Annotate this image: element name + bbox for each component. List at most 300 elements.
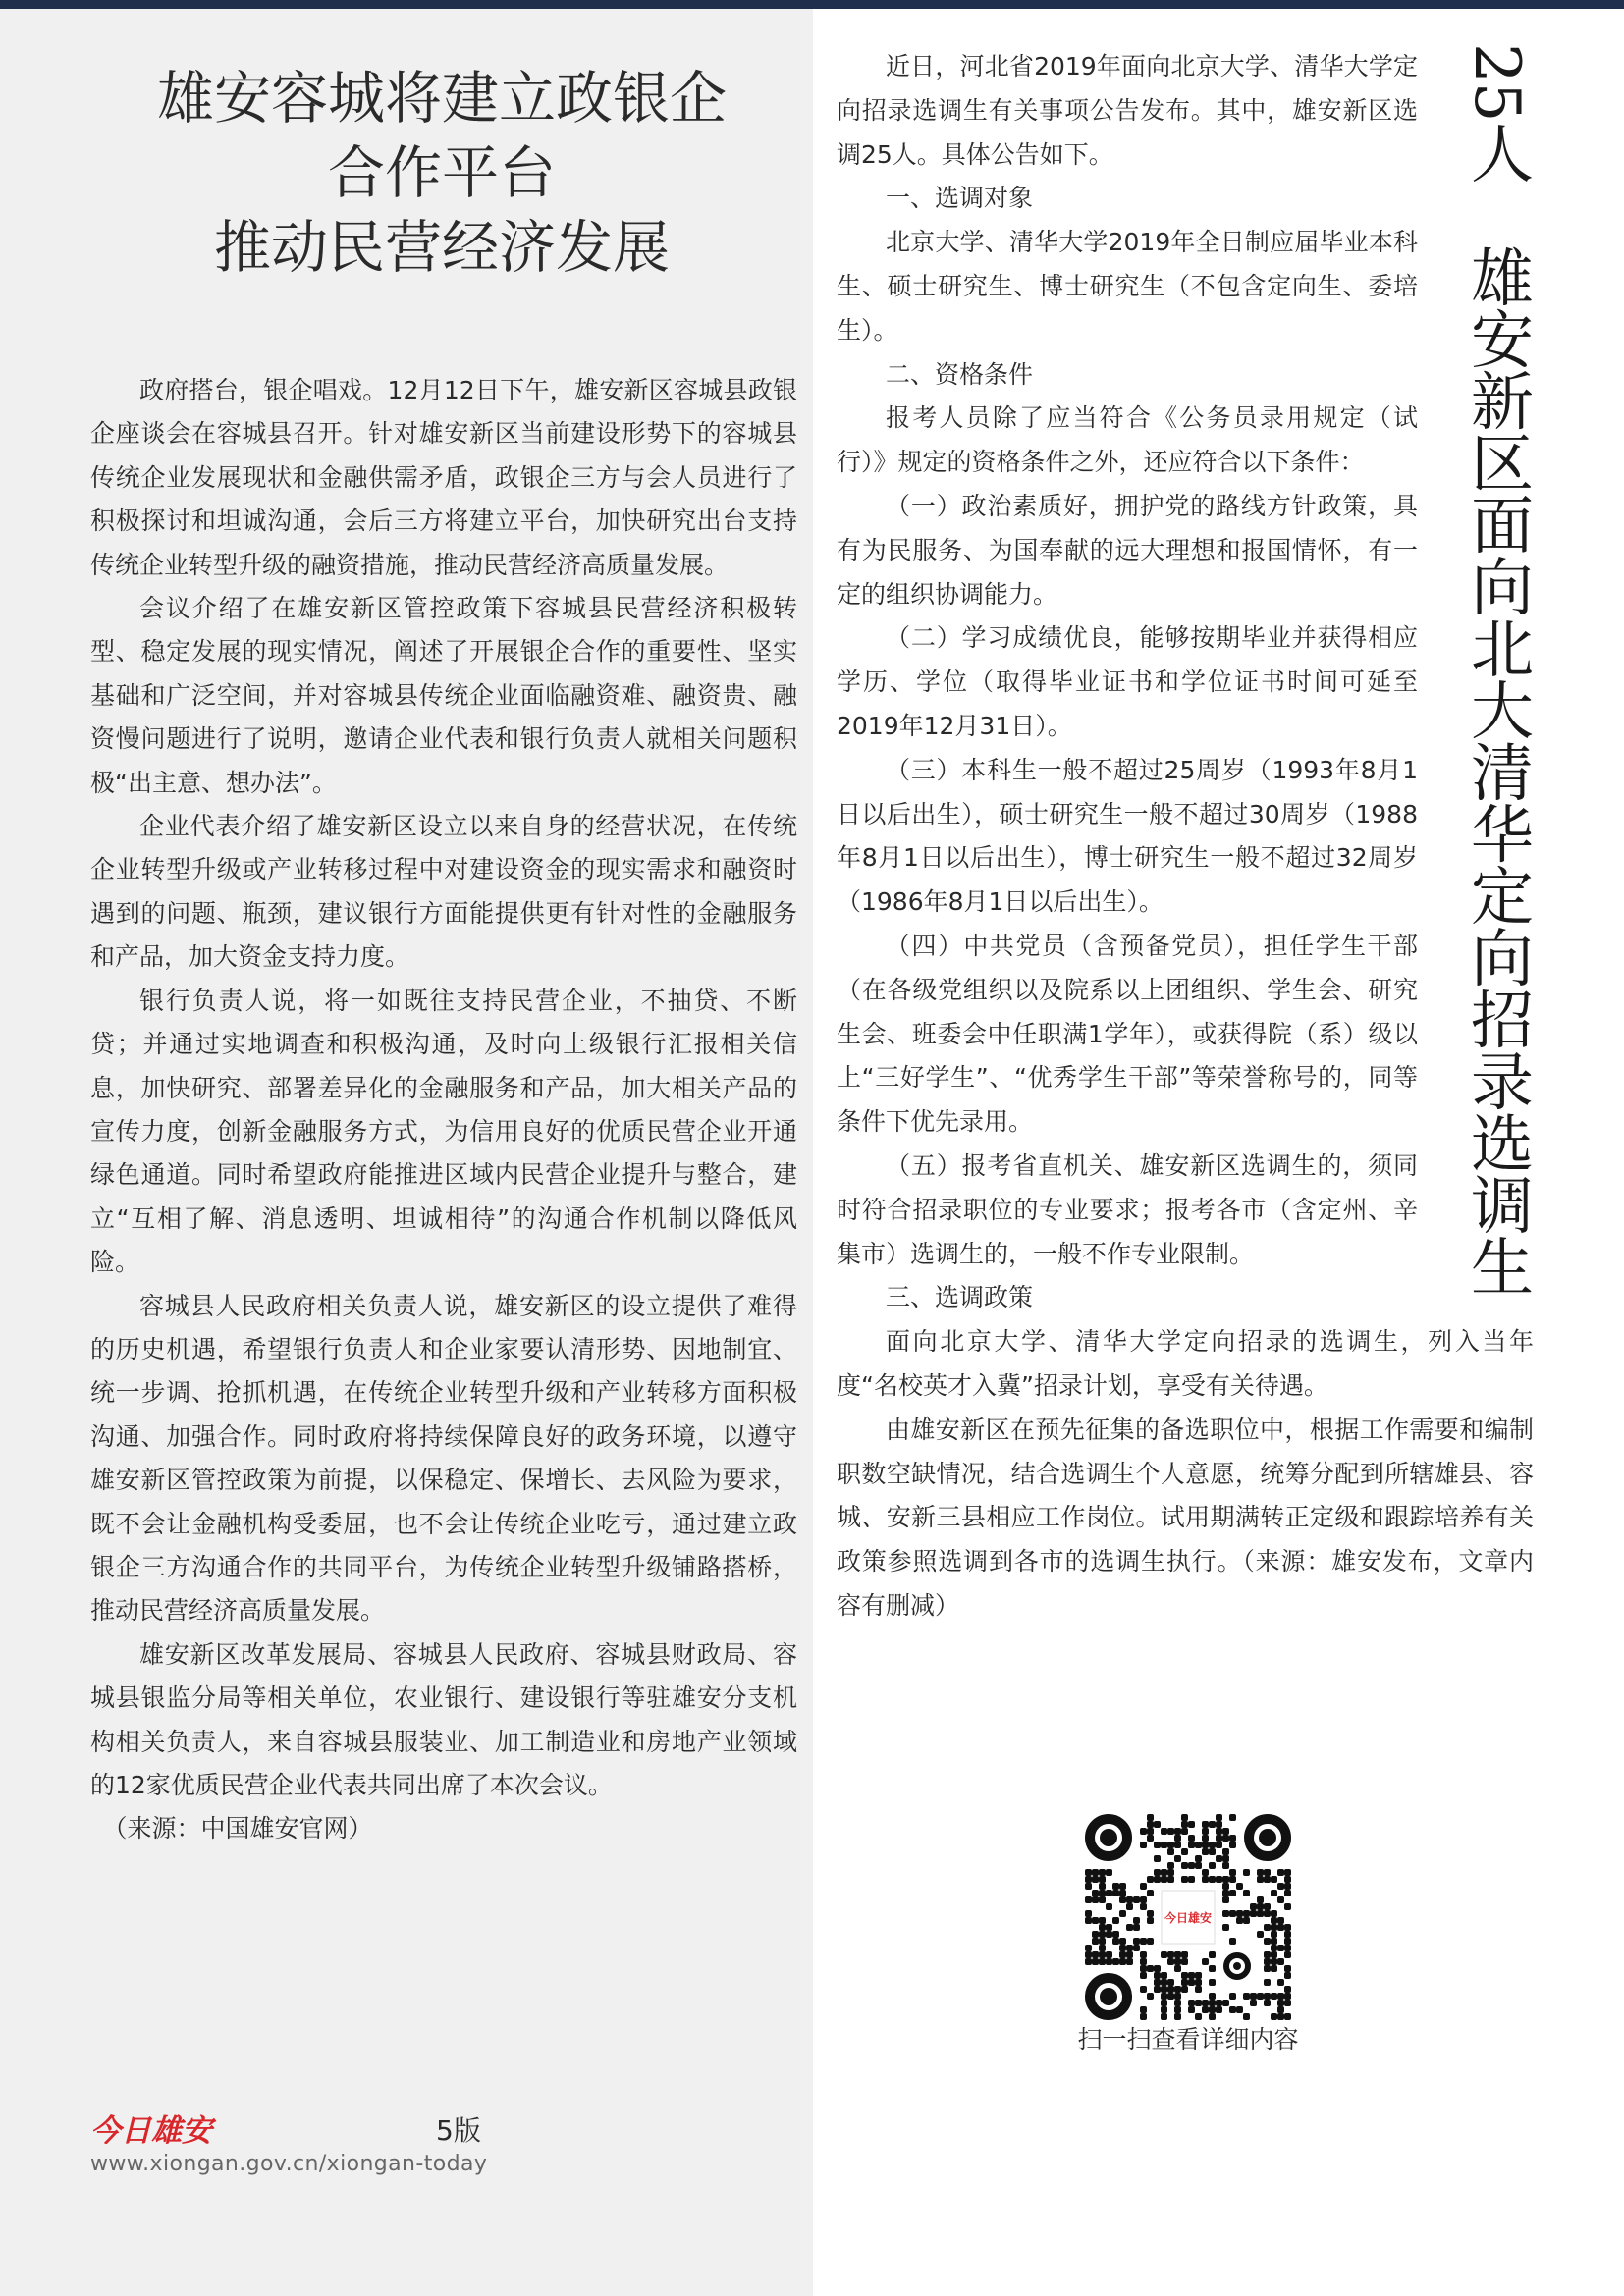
qr-module: [1202, 1828, 1209, 1835]
qr-module: [1277, 1979, 1284, 1986]
qr-module: [1284, 1903, 1291, 1910]
qr-module: [1277, 2000, 1284, 2006]
qr-module: [1229, 1835, 1236, 1842]
qr-module: [1092, 1869, 1099, 1876]
qr-module: [1229, 1890, 1236, 1896]
qr-module: [1236, 1917, 1243, 1924]
qr-module: [1167, 1979, 1174, 1986]
qr-module: [1243, 1890, 1250, 1896]
right-paragraph: 面向北京大学、清华大学定向招录的选调生，列入当年度“名校英才入冀”招录计划，享受有关待遇。: [837, 1327, 1534, 1400]
qr-module: [1277, 1993, 1284, 2000]
qr-module: [1112, 1890, 1119, 1896]
qr-module: [1092, 1951, 1099, 1958]
qr-module: [1119, 1958, 1126, 1965]
qr-module: [1140, 1903, 1147, 1910]
qr-module: [1154, 1821, 1161, 1828]
qr-module: [1181, 1828, 1188, 1835]
qr-module: [1140, 1896, 1147, 1903]
qr-module: [1209, 2000, 1216, 2006]
qr-module: [1195, 2000, 1202, 2006]
qr-module: [1119, 1883, 1126, 1890]
qr-module: [1154, 1979, 1161, 1986]
qr-module: [1167, 1951, 1174, 1958]
qr-module: [1181, 1876, 1188, 1883]
qr-module: [1174, 2006, 1181, 2013]
qr-module: [1119, 1890, 1126, 1896]
qr-module: [1147, 1876, 1154, 1883]
qr-module: [1257, 1896, 1264, 1903]
qr-module: [1264, 1910, 1271, 1917]
right-paragraph: （二）学习成绩优良，能够按期毕业并获得相应学历、学位（取得毕业证书和学位证书时间可延至2019年12月31日）。: [837, 623, 1418, 740]
qr-module: [1188, 1842, 1195, 1848]
qr-module: [1112, 1938, 1119, 1945]
qr-module: [1271, 1931, 1277, 1938]
qr-module: [1229, 1842, 1236, 1848]
left-title-line-2: 合作平台: [327, 139, 556, 206]
qr-module: [1085, 1869, 1092, 1876]
footer-url[interactable]: www.xiongan.gov.cn/xiongan-today: [90, 2152, 488, 2176]
qr-module: [1271, 1945, 1277, 1951]
qr-module: [1161, 1951, 1167, 1958]
qr-module: [1085, 1910, 1092, 1917]
qr-module: [1085, 1876, 1092, 1883]
qr-module: [1209, 1821, 1216, 1828]
qr-module: [1229, 1910, 1236, 1917]
qr-module: [1140, 1883, 1147, 1890]
qr-module: [1284, 2013, 1291, 2020]
qr-module: [1154, 1855, 1161, 1862]
qr-module: [1202, 2006, 1209, 2013]
qr-module: [1188, 1979, 1195, 1986]
qr-module: [1147, 1828, 1154, 1835]
qr-module: [1222, 1828, 1229, 1835]
qr-module: [1222, 1910, 1229, 1917]
qr-module: [1202, 1958, 1209, 1965]
qr-module: [1202, 1821, 1209, 1828]
qr-code[interactable]: [1085, 1814, 1291, 2020]
qr-module: [1140, 1951, 1147, 1958]
left-source: （来源：中国雄安官网）: [102, 1814, 373, 1843]
qr-module: [1202, 1869, 1209, 1876]
qr-module: [1229, 1869, 1236, 1876]
qr-module: [1209, 2006, 1216, 2013]
qr-module: [1236, 2006, 1243, 2013]
qr-module: [1216, 1814, 1222, 1821]
qr-module: [1133, 1924, 1140, 1931]
qr-module: [1216, 1835, 1222, 1842]
right-paragraph: 由雄安新区在预先征集的备选职位中，根据工作需要和编制职数空缺情况，结合选调生个人意愿，统筹分配到所辖雄县、容城、安新三县相应工作岗位。试用期满转正定级和跟踪培养有关政策参照选调到各市的选调生执行。（来源：雄安发布，文章内容有删减）: [837, 1415, 1534, 1620]
qr-module: [1174, 2000, 1181, 2006]
qr-module: [1161, 1876, 1167, 1883]
qr-module: [1277, 1883, 1284, 1890]
left-paragraph: 企业代表介绍了雄安新区设立以来自身的经营状况，在传统企业转型升级或产业转移过程中对建设资金的现实需求和融资时遇到的问题、瓶颈，建议银行方面能提供更有针对性的金融服务和产品，加大资金支持力度。: [90, 812, 797, 972]
qr-module: [1147, 1890, 1154, 1896]
qr-module: [1222, 1876, 1229, 1883]
qr-module: [1126, 1958, 1133, 1965]
qr-module: [1222, 2000, 1229, 2006]
qr-module: [1126, 1945, 1133, 1951]
qr-module: [1195, 1972, 1202, 1979]
qr-module: [1229, 2006, 1236, 2013]
qr-module: [1099, 1896, 1106, 1903]
qr-module: [1140, 1986, 1147, 1993]
qr-module: [1099, 1876, 1106, 1883]
qr-module: [1222, 1896, 1229, 1903]
qr-module: [1257, 1903, 1264, 1910]
qr-module: [1092, 1890, 1099, 1896]
qr-module: [1099, 1917, 1106, 1924]
qr-module: [1181, 1814, 1188, 1821]
qr-module: [1112, 1958, 1119, 1965]
qr-module: [1257, 1993, 1264, 2000]
qr-module: [1161, 1979, 1167, 1986]
qr-module: [1284, 1951, 1291, 1958]
qr-module: [1243, 1869, 1250, 1876]
qr-module: [1174, 1951, 1181, 1958]
qr-module: [1243, 2013, 1250, 2020]
qr-module: [1167, 1993, 1174, 2000]
qr-module: [1271, 1951, 1277, 1958]
qr-module: [1236, 1883, 1243, 1890]
qr-module: [1264, 1903, 1271, 1910]
qr-module: [1284, 1993, 1291, 2000]
qr-module: [1277, 1917, 1284, 1924]
qr-module: [1284, 1931, 1291, 1938]
qr-module: [1271, 1910, 1277, 1917]
qr-module: [1099, 1869, 1106, 1876]
qr-module: [1277, 2006, 1284, 2013]
qr-module: [1099, 1938, 1106, 1945]
qr-module: [1284, 1883, 1291, 1890]
qr-module: [1106, 1951, 1112, 1958]
qr-module: [1284, 2000, 1291, 2006]
qr-module: [1140, 1828, 1147, 1835]
qr-module: [1174, 1855, 1181, 1862]
qr-module: [1243, 1917, 1250, 1924]
qr-module: [1106, 1903, 1112, 1910]
qr-module: [1181, 1821, 1188, 1828]
qr-module: [1099, 1924, 1106, 1931]
qr-module: [1195, 1855, 1202, 1862]
left-paragraph: 会议介绍了在雄安新区管控政策下容城县民营经济积极转型、稳定发展的现实情况，阐述了开展银企合作的重要性、坚实基础和广泛空间，并对容城县传统企业面临融资难、融资贵、融资慢问题进行了说明，邀请企业代表和银行负责人就相关问题积极“出主意、想办法”。: [90, 594, 797, 797]
qr-module: [1216, 2000, 1222, 2006]
right-section-heading: 一、选调对象: [886, 184, 1034, 213]
qr-module: [1188, 1835, 1195, 1842]
qr-module: [1202, 2000, 1209, 2006]
qr-module: [1167, 1828, 1174, 1835]
qr-module: [1202, 1848, 1209, 1855]
qr-module: [1174, 2013, 1181, 2020]
qr-module: [1085, 1945, 1092, 1951]
qr-module: [1216, 1828, 1222, 1835]
qr-module: [1264, 1979, 1271, 1986]
qr-module: [1099, 1931, 1106, 1938]
right-paragraph: （一）政治素质好，拥护党的路线方针政策，具有为民服务、为国奉献的远大理想和报国情怀，有一定的组织协调能力。: [837, 491, 1418, 609]
qr-module: [1264, 1993, 1271, 2000]
qr-module: [1147, 1835, 1154, 1842]
qr-module: [1284, 1876, 1291, 1883]
qr-module: [1209, 1965, 1216, 1972]
qr-module: [1092, 1917, 1099, 1924]
qr-module: [1174, 1993, 1181, 2000]
qr-module: [1133, 1938, 1140, 1945]
qr-module: [1099, 1945, 1106, 1951]
qr-module: [1106, 1869, 1112, 1876]
right-section-heading: 二、资格条件: [886, 359, 1034, 389]
qr-module: [1195, 1979, 1202, 1986]
left-paragraph: 雄安新区改革发展局、容城县人民政府、容城县财政局、容城县银监分局等相关单位，农业银行、建设银行等驻雄安分支机构相关负责人，来自容城县服装业、加工制造业和房地产业领域的12家优质民营企业代表共同出席了本次会议。: [90, 1639, 797, 1799]
qr-module: [1250, 1993, 1257, 2000]
qr-module: [1174, 1842, 1181, 1848]
qr-module: [1188, 2006, 1195, 2013]
qr-module: [1112, 1917, 1119, 1924]
qr-module: [1154, 1965, 1161, 1972]
qr-module: [1147, 1993, 1154, 2000]
qr-module: [1119, 1896, 1126, 1903]
qr-module: [1222, 1883, 1229, 1890]
qr-module: [1222, 1890, 1229, 1896]
qr-module: [1264, 1876, 1271, 1883]
qr-module: [1147, 1938, 1154, 1945]
qr-module: [1140, 1965, 1147, 1972]
qr-module: [1181, 1958, 1188, 1965]
qr-module: [1154, 1842, 1161, 1848]
qr-module: [1250, 2000, 1257, 2006]
right-paragraph: （五）报考省直机关、雄安新区选调生的，须同时符合招录职位的专业要求；报考各市（含定州、辛集市）选调生的，一般不作专业限制。: [837, 1150, 1418, 1268]
qr-module: [1126, 1896, 1133, 1903]
qr-module: [1229, 1938, 1236, 1945]
qr-module: [1209, 1993, 1216, 2000]
qr-module: [1085, 1958, 1092, 1965]
qr-module: [1284, 1890, 1291, 1896]
qr-module: [1271, 2013, 1277, 2020]
qr-module: [1195, 1862, 1202, 1869]
qr-module: [1284, 1972, 1291, 1979]
qr-module: [1106, 1931, 1112, 1938]
qr-module: [1161, 2000, 1167, 2006]
right-paragraph: （三）本科生一般不超过25周岁（1993年8月1日以后出生），硕士研究生一般不超过30周岁（1988年8月1日以后出生），博士研究生一般不超过32周岁（1986年8月1日以后出生）。: [837, 755, 1418, 917]
qr-module: [1119, 1938, 1126, 1945]
left-paragraph: 银行负责人说，将一如既往支持民营企业，不抽贷、不断贷；并通过实地调查和积极沟通，及时向上级银行汇报相关信息，加快研究、部署差异化的金融服务和产品，加大相关产品的宣传力度，创新金融服务方式，为信用良好的优质民营企业开通绿色通道。同时希望政府能推进区域内民营企业提升与整合，建立“互相了解、消息透明、坦诚相待”的沟通合作机制以降低风险。: [90, 986, 797, 1277]
qr-module: [1209, 1842, 1216, 1848]
qr-module: [1092, 1958, 1099, 1965]
qr-module: [1092, 1876, 1099, 1883]
qr-module: [1236, 1910, 1243, 1917]
qr-module: [1085, 1883, 1092, 1890]
qr-module: [1284, 1945, 1291, 1951]
qr-module: [1133, 1945, 1140, 1951]
footer-logo: 今日雄安: [90, 2113, 212, 2149]
qr-module: [1140, 1938, 1147, 1945]
qr-module: [1271, 1917, 1277, 1924]
left-title-line-3: 推动民营经济发展: [213, 214, 670, 281]
qr-module: [1154, 1972, 1161, 1979]
qr-module: [1250, 1910, 1257, 1917]
qr-module: [1161, 1986, 1167, 1993]
page-number: 5版: [436, 2114, 481, 2147]
qr-module: [1264, 1938, 1271, 1945]
qr-module: [1106, 1924, 1112, 1931]
qr-module: [1161, 1869, 1167, 1876]
qr-module: [1181, 1979, 1188, 1986]
qr-module: [1106, 1958, 1112, 1965]
qr-module: [1119, 1910, 1126, 1917]
qr-module: [1229, 1814, 1236, 1821]
qr-module: [1161, 1842, 1167, 1848]
qr-module: [1174, 1958, 1181, 1965]
left-paragraph: 政府搭台，银企唱戏。12月12日下午，雄安新区容城县政银企座谈会在容城县召开。针对雄安新区当前建设形势下的容城县传统企业发展现状和金融供需矛盾，政银企三方与会人员进行了积极探讨和坦诚沟通，会后三方将建立平台，加快研究出台支持传统企业转型升级的融资措施，推动民营经济高质量发展。: [90, 376, 797, 579]
qr-module: [1222, 1855, 1229, 1862]
qr-module: [1284, 1924, 1291, 1931]
qr-module: [1202, 1835, 1209, 1842]
qr-module: [1243, 1910, 1250, 1917]
qr-module: [1277, 1945, 1284, 1951]
right-paragraph: 近日，河北省2019年面向北京大学、清华大学定向招录选调生有关事项公告发布。其中，雄安新区选调25人。具体公告如下。: [837, 52, 1418, 169]
qr-module: [1222, 1862, 1229, 1869]
qr-module: [1284, 1965, 1291, 1972]
qr-module: [1092, 1938, 1099, 1945]
qr-module: [1167, 1848, 1174, 1855]
qr-module: [1271, 1938, 1277, 1945]
qr-module: [1202, 1842, 1209, 1848]
qr-module: [1181, 1951, 1188, 1958]
qr-code-graphic: [1085, 1814, 1291, 2020]
qr-module: [1174, 1986, 1181, 1993]
qr-module: [1209, 2013, 1216, 2020]
qr-module: [1147, 1910, 1154, 1917]
qr-module: [1099, 1883, 1106, 1890]
qr-module: [1264, 1958, 1271, 1965]
qr-module: [1092, 1896, 1099, 1903]
right-paragraph: （四）中共党员（含预备党员），担任学生干部（在各级党组织以及院系以上团组织、学生会、研究生会、班委会中任职满1学年），或获得院（系）级以上“三好学生”、“优秀学生干部”等荣誉称号的，同等条件下优先录用。: [837, 931, 1418, 1137]
qr-module: [1106, 1890, 1112, 1896]
qr-module: [1250, 1903, 1257, 1910]
qr-module: [1229, 1993, 1236, 2000]
qr-module: [1161, 1972, 1167, 1979]
qr-module: [1188, 2000, 1195, 2006]
qr-module: [1216, 2006, 1222, 2013]
qr-module: [1140, 2013, 1147, 2020]
qr-module: [1277, 1869, 1284, 1876]
qr-module: [1271, 1993, 1277, 2000]
top-bar: [0, 0, 1624, 9]
qr-module: [1195, 1986, 1202, 1993]
qr-module: [1188, 1821, 1195, 1828]
left-article-title: [59, 61, 825, 285]
qr-module: [1181, 1848, 1188, 1855]
qr-module: [1277, 1924, 1284, 1931]
qr-module: [1085, 1896, 1092, 1903]
qr-module: [1147, 1965, 1154, 1972]
qr-module: [1284, 1986, 1291, 1993]
qr-module: [1161, 2006, 1167, 2013]
qr-module: [1119, 1951, 1126, 1958]
qr-module: [1167, 1876, 1174, 1883]
qr-module: [1209, 1848, 1216, 1855]
qr-module: [1112, 1931, 1119, 1938]
qr-module: [1257, 1931, 1264, 1938]
qr-module: [1174, 1835, 1181, 1842]
qr-module: [1188, 1862, 1195, 1869]
qr-module: [1202, 1876, 1209, 1883]
qr-module: [1161, 1828, 1167, 1835]
qr-module: [1085, 1951, 1092, 1958]
left-paragraph: 容城县人民政府相关负责人说，雄安新区的设立提供了难得的历史机遇，希望银行负责人和企业家要认清形势、因地制宜、统一步调、抢抓机遇，在传统企业转型升级和产业转移方面积极沟通、加强合作。同时政府将持续保障良好的政务环境，以遵守雄安新区管控政策为前提，以保稳定、保增长、去风险为要求，既不会让金融机构受委屈，也不会让传统企业吃亏，通过建立政银企三方沟通合作的共同平台，为传统企业转型升级铺路搭桥，推动民营经济高质量发展。: [90, 1291, 797, 1626]
qr-module: [1271, 1890, 1277, 1896]
qr-module: [1181, 1972, 1188, 1979]
qr-module: [1271, 1876, 1277, 1883]
qr-module: [1264, 1965, 1271, 1972]
qr-module: [1099, 1958, 1106, 1965]
left-title-line-1: 雄安容城将建立政银企: [156, 65, 727, 132]
qr-module: [1216, 1876, 1222, 1883]
qr-module: [1161, 1993, 1167, 2000]
qr-logo: 今日雄安: [1164, 1911, 1213, 1925]
qr-module: [1181, 1862, 1188, 1869]
qr-module: [1181, 1986, 1188, 1993]
qr-module: [1174, 1828, 1181, 1835]
qr-module: [1264, 1924, 1271, 1931]
qr-module: [1222, 1848, 1229, 1855]
qr-module: [1222, 1924, 1229, 1931]
qr-module: [1284, 1869, 1291, 1876]
qr-module: [1257, 1910, 1264, 1917]
qr-module: [1188, 1876, 1195, 1883]
qr-module: [1216, 1842, 1222, 1848]
qr-module: [1243, 1993, 1250, 2000]
qr-module: [1188, 1972, 1195, 1979]
qr-module: [1167, 1842, 1174, 1848]
qr-module: [1222, 1835, 1229, 1842]
qr-module: [1271, 1924, 1277, 1931]
qr-module: [1154, 1876, 1161, 1883]
qr-module: [1209, 1876, 1216, 1883]
qr-module: [1271, 1965, 1277, 1972]
qr-module: [1277, 1896, 1284, 1903]
right-paragraph: 报考人员除了应当符合《公务员录用规定（试行）》规定的资格条件之外，还应符合以下条件：: [837, 403, 1418, 477]
qr-module: [1264, 2000, 1271, 2006]
qr-module: [1167, 1862, 1174, 1869]
qr-module: [1126, 1903, 1133, 1910]
left-article-body: [90, 369, 797, 1851]
qr-module: [1167, 1958, 1174, 1965]
qr-module: [1140, 1842, 1147, 1848]
qr-caption: 扫一扫查看详细内容: [1077, 2025, 1299, 2054]
qr-module: [1133, 1896, 1140, 1903]
qr-module: [1264, 1951, 1271, 1958]
qr-module: [1119, 1945, 1126, 1951]
qr-module: [1140, 1958, 1147, 1965]
qr-module: [1277, 1958, 1284, 1965]
qr-module: [1209, 1862, 1216, 1869]
qr-module: [1229, 1876, 1236, 1883]
qr-module: [1195, 1842, 1202, 1848]
qr-module: [1277, 2013, 1284, 2020]
qr-module: [1257, 1876, 1264, 1883]
qr-module: [1126, 1951, 1133, 1958]
qr-module: [1147, 1821, 1154, 1828]
qr-module: [1216, 1821, 1222, 1828]
qr-module: [1167, 1869, 1174, 1876]
qr-module: [1161, 2013, 1167, 2020]
right-paragraph: 北京大学、清华大学2019年全日制应届毕业本科生、硕士研究生、博士研究生（不包含定向生、委培生）。: [837, 228, 1418, 345]
qr-module: [1140, 1972, 1147, 1979]
qr-module: [1271, 1958, 1277, 1965]
qr-module: [1092, 1931, 1099, 1938]
qr-module: [1140, 2006, 1147, 2013]
vertical-article-title: 25人 雄安新区面向北大清华定向招录选调生: [1460, 43, 1533, 1297]
qr-module: [1126, 1924, 1133, 1931]
